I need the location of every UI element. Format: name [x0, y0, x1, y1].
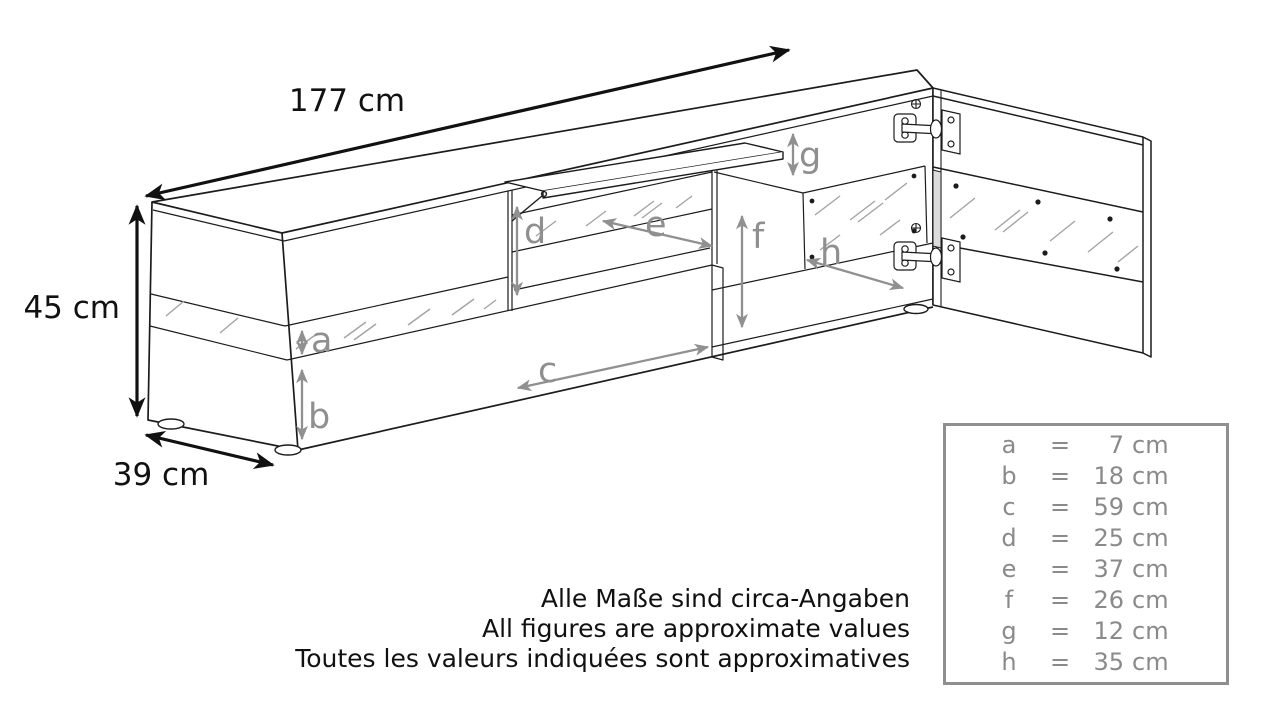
row-equals: = — [1049, 617, 1071, 645]
row-unit: cm — [1132, 555, 1169, 583]
table-row — [946, 524, 1226, 553]
row-equals: = — [1049, 648, 1071, 676]
row-unit: cm — [1132, 617, 1169, 645]
part-label-g: g — [799, 136, 822, 176]
table-row — [946, 431, 1226, 460]
row-value: 37 — [1093, 555, 1124, 583]
note-de: Alle Maße sind circa-Angaben — [540, 584, 910, 613]
part-label-b: b — [308, 397, 331, 437]
open-door — [933, 88, 1151, 357]
row-value: 18 — [1093, 462, 1124, 490]
row-letter: c — [1002, 493, 1016, 521]
depth-dimension-label: 39 cm — [112, 457, 210, 493]
part-label-h: h — [820, 233, 843, 273]
cabinet-outline — [148, 70, 933, 450]
table-row — [946, 493, 1226, 522]
row-value: 12 — [1093, 617, 1124, 645]
note-en: All figures are approximate values — [481, 614, 910, 643]
row-equals: = — [1049, 524, 1071, 552]
row-value: 7 — [1108, 431, 1124, 459]
row-letter: e — [1001, 555, 1017, 583]
row-unit: cm — [1132, 462, 1169, 490]
row-unit: cm — [1132, 524, 1169, 552]
part-label-f: f — [752, 217, 765, 257]
part-label-a: a — [311, 321, 333, 361]
table-row — [946, 586, 1226, 615]
height-dimension-label: 45 cm — [23, 290, 120, 326]
table-row — [946, 555, 1226, 584]
dimension-arrows — [137, 50, 789, 465]
part-label-d: d — [524, 212, 547, 252]
table-row — [946, 648, 1226, 677]
row-equals: = — [1049, 431, 1071, 459]
row-value: 35 — [1093, 648, 1124, 676]
row-equals: = — [1049, 555, 1071, 583]
row-letter: d — [1001, 524, 1017, 552]
row-value: 25 — [1093, 524, 1124, 552]
row-letter: b — [1001, 462, 1017, 490]
row-unit: cm — [1132, 431, 1169, 459]
row-letter: a — [1001, 431, 1017, 459]
approximation-notes — [295, 584, 910, 674]
row-value: 26 — [1093, 586, 1124, 614]
row-unit: cm — [1132, 648, 1169, 676]
row-equals: = — [1049, 586, 1071, 614]
door-hinge-top — [894, 110, 960, 154]
table-row — [946, 617, 1226, 646]
row-equals: = — [1049, 493, 1071, 521]
row-unit: cm — [1132, 586, 1169, 614]
dimension-table — [943, 423, 1229, 685]
part-label-c: c — [538, 351, 558, 391]
row-letter: h — [1001, 648, 1017, 676]
row-unit: cm — [1132, 493, 1169, 521]
row-letter: g — [1001, 617, 1017, 645]
table-row — [946, 462, 1226, 491]
row-letter: f — [1004, 586, 1014, 614]
part-label-e: e — [645, 205, 667, 245]
row-equals: = — [1049, 462, 1071, 490]
row-value: 59 — [1093, 493, 1124, 521]
width-dimension-label: 177 cm — [288, 83, 406, 119]
note-fr: Toutes les valeurs indiquées sont approximatives — [295, 644, 910, 673]
